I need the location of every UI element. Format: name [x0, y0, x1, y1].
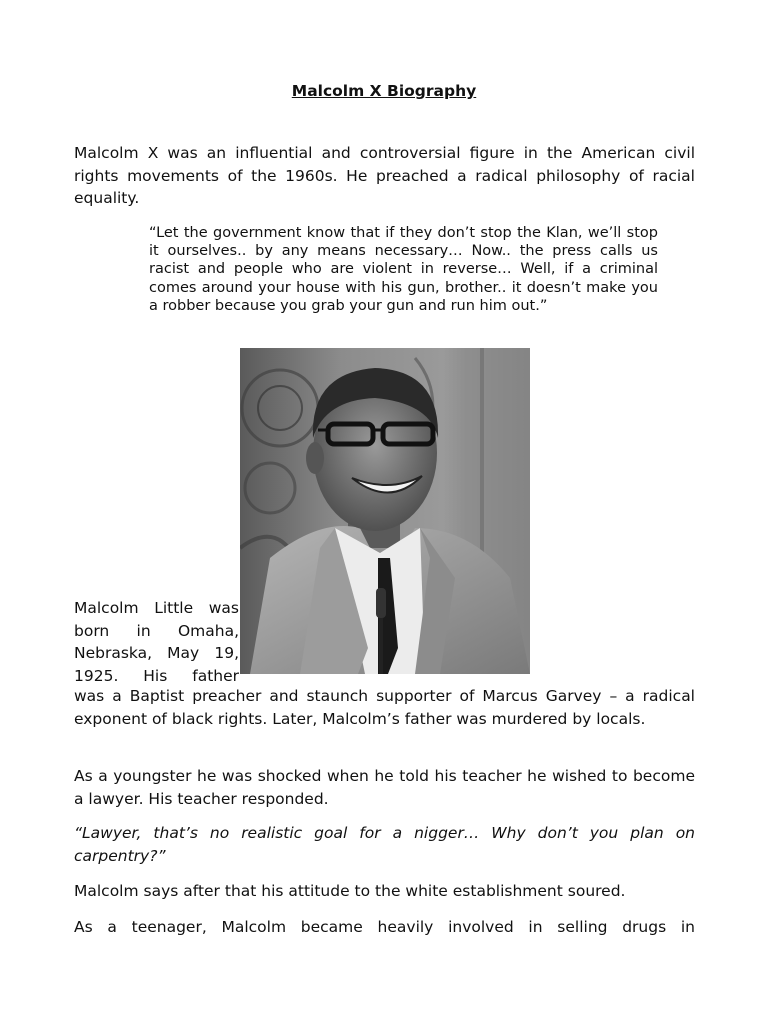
- wrapped-line-3: [74, 642, 239, 665]
- word: Little: [154, 599, 194, 617]
- birth-paragraph-continued: was a Baptist preacher and staunch supporter of Marcus Garvey – a radical exponent of black rights. Later, Malcolm’s father was murdered by locals.: [74, 687, 695, 728]
- word: father: [192, 666, 239, 685]
- word: Malcolm: [74, 599, 139, 617]
- word: 1925.: [74, 666, 119, 685]
- word: born: [74, 621, 110, 640]
- word: Nebraska,: [74, 644, 153, 662]
- wrapped-line-4: [74, 665, 239, 688]
- portrait-photo: [240, 348, 530, 674]
- word: in: [136, 621, 151, 640]
- word: May: [167, 644, 200, 662]
- teacher-quote: “Lawyer, that’s no realistic goal for a nigger… Why don’t you plan on carpentry?”: [74, 824, 695, 865]
- word: was: [208, 599, 239, 617]
- teenager-paragraph: As a teenager, Malcolm became heavily involved in selling drugs in: [74, 918, 695, 936]
- word: His: [143, 666, 168, 685]
- word: Omaha,: [177, 621, 239, 640]
- klan-quote: “Let the government know that if they don’t stop the Klan, we’ll stop it ourselves.. by any means necessary… Now.. the press calls us racist and people who are violent in reverse… Well, if a criminal comes around your house with his gun, brother.. it doesn’t make you a robber because you grab your gun and run him out.”: [149, 225, 658, 314]
- wrapped-line-2: [74, 620, 239, 643]
- word: 19,: [214, 644, 239, 662]
- intro-paragraph: Malcolm X was an influential and controversial figure in the American civil rights movements of the 1960s. He preached a radical philosophy of racial equality.: [74, 144, 695, 207]
- document-title: Malcolm X Biography: [291, 82, 477, 100]
- youngster-paragraph: As a youngster he was shocked when he told his teacher he wished to become a lawyer. His teacher responded.: [74, 767, 695, 808]
- wrapped-line-1: [74, 597, 239, 620]
- attitude-paragraph: Malcolm says after that his attitude to the white establishment soured.: [74, 882, 626, 900]
- birth-wrapped-text: [74, 597, 239, 687]
